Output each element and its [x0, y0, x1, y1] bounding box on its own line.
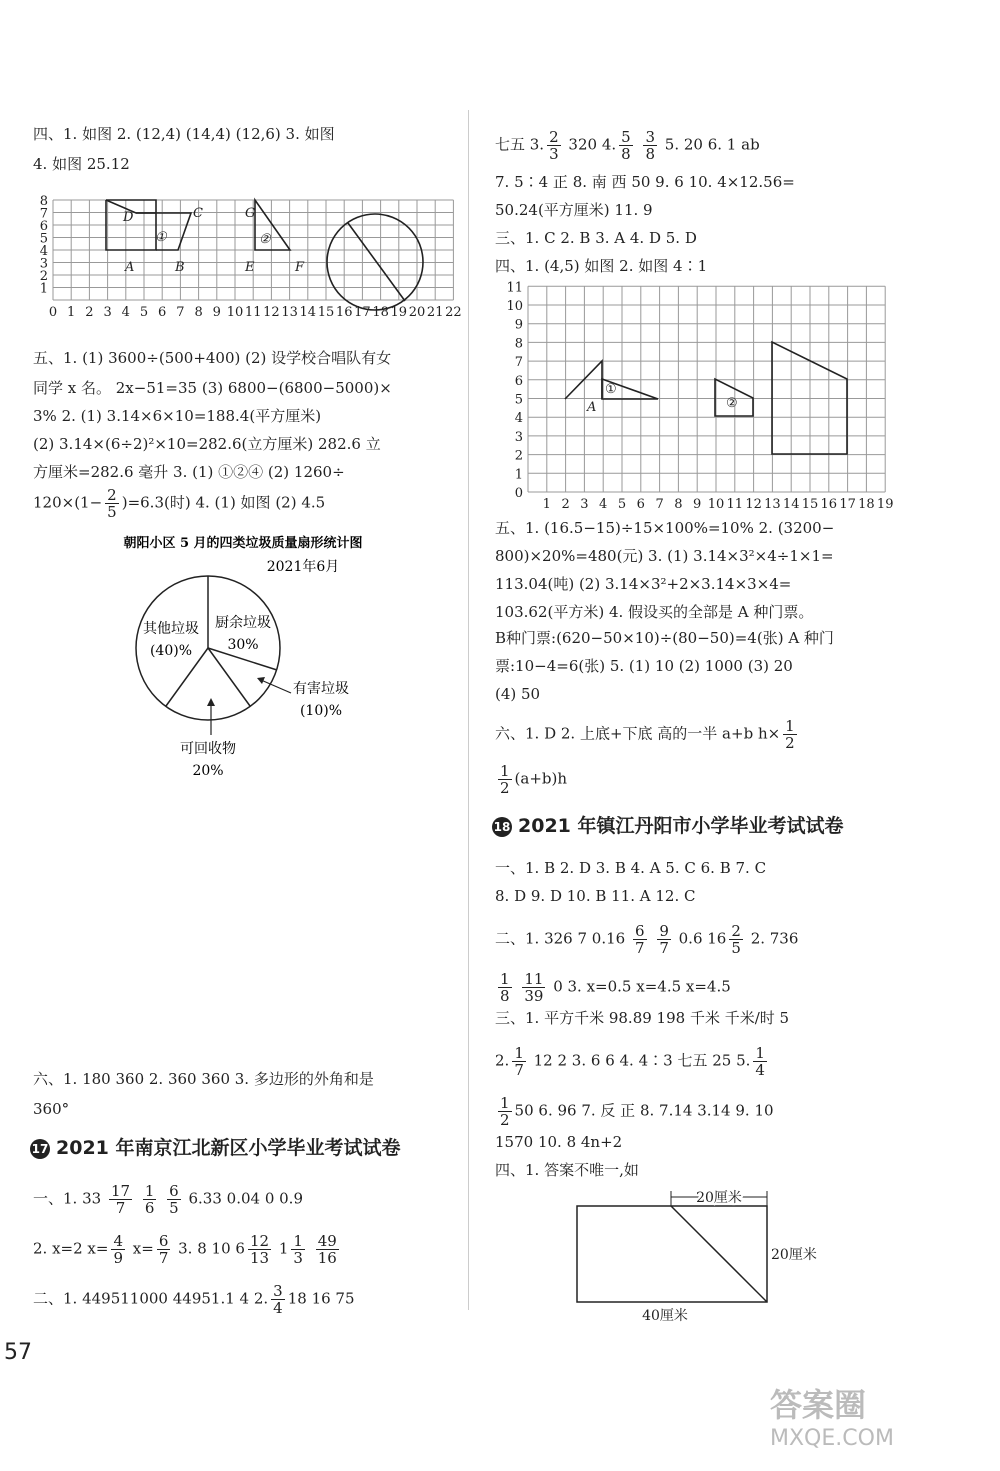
grid1-label: C	[193, 206, 203, 221]
grid2-x-tick: 10	[707, 497, 725, 512]
fraction: $\frac{4}{9}$	[113, 1232, 123, 1267]
grid2-x-tick: 2	[561, 497, 570, 512]
grid1-label: G	[245, 206, 256, 221]
grid2-x-tick: 14	[782, 497, 800, 512]
answer-line: 103.62(平方米) 4. 假设买的全部是 A 种门票。	[495, 603, 814, 621]
fraction: $\frac{2}{5}$	[731, 922, 741, 957]
pie-slice-label: 厨余垃圾	[215, 615, 271, 631]
pie-slice-label: 可回收物	[180, 741, 236, 757]
bar-chart	[33, 815, 453, 1070]
answer-line: 800)×20%=480(元) 3. (1) 3.14×3²×4÷1×1=	[495, 547, 834, 565]
answer-line: B种门票:(620−50×10)÷(80−50)=4(张) A 种门	[495, 629, 834, 647]
grid2-x-tick: 13	[764, 497, 781, 512]
answer-line: 50.24(平方厘米) 11. 9	[495, 201, 653, 219]
pie-chart	[33, 535, 453, 785]
fraction: $\frac{1}{2}$	[785, 717, 795, 752]
column-divider	[468, 110, 469, 1310]
grid1-x-tick: 5	[139, 305, 149, 320]
grid1-y-tick: 6	[39, 219, 48, 234]
answer-line: (2) 3.14×(6÷2)²×10=282.6(立方厘米) 282.6 立	[33, 435, 381, 453]
answer-line: 360°	[33, 1100, 70, 1118]
grid2-y-tick: 3	[514, 429, 523, 445]
answer-line: 四、1. (4,5) 如图 2. 如图 4∶1	[495, 257, 708, 275]
coordinate-grid-2	[495, 277, 915, 517]
fraction: $\frac{49}{16}$	[317, 1232, 337, 1267]
grid1-label: E	[245, 260, 255, 275]
pie-slice-label: 其他垃圾	[143, 621, 199, 637]
grid1-label: D	[123, 210, 134, 225]
section-number-badge: 18	[492, 817, 512, 837]
grid1-label: F	[295, 260, 305, 275]
grid1-x-tick: 15	[317, 305, 335, 320]
grid2-y-tick: 1	[514, 467, 523, 483]
fraction: $\frac{3}{4}$	[273, 1282, 283, 1317]
text: 120×(1−	[33, 493, 103, 512]
answer-line: 七五 3. $\frac{2}{3}$ 320 4. $\frac{5}{8}$ $\frac{3}{8}$ 5. 20 6. 1 ab	[495, 128, 760, 163]
fraction: $\frac{1}{6}$	[144, 1182, 155, 1217]
answer-line: 四、1. 答案不唯一,如	[495, 1161, 639, 1179]
grid1-label: ②	[259, 232, 271, 247]
grid2-label: ①	[605, 382, 617, 397]
fraction: $\frac{9}{7}$	[659, 922, 669, 957]
grid2-x-tick: 11	[726, 497, 744, 512]
grid1-x-tick: 19	[390, 305, 408, 320]
grid1-x-tick: 16	[335, 305, 353, 320]
answer-line: $\frac{1}{8}$ $\frac{11}{39}$ 0 3. x=0.5 x=4.5 x=4.5	[500, 970, 731, 1005]
grid2-x-tick: 4	[599, 497, 608, 512]
grid1-x-tick: 10	[226, 305, 244, 320]
grid1-x-tick: 6	[158, 305, 167, 320]
grid1-y-tick: 1	[39, 281, 48, 297]
answer-line: 二、1. 449511000 44951.1 4 2. $\frac{3}{4}$ 18 16 75	[33, 1282, 355, 1317]
grid2-x-tick: 7	[655, 497, 664, 512]
pie-slice-label: (40)%	[149, 643, 193, 659]
grid2-y-tick: 5	[514, 392, 523, 408]
answer-line: 六、1. 180 360 2. 360 360 3. 多边形的外角和是	[33, 1070, 374, 1088]
fraction: $\frac{3}{8}$	[645, 128, 656, 163]
fraction: $\frac{1}{8}$	[500, 970, 510, 1005]
grid1-x-tick: 21	[426, 305, 444, 320]
grid2-y-tick: 8	[514, 336, 523, 352]
fraction: $\frac{1}{4}$	[755, 1044, 765, 1079]
grid2-x-tick: 6	[636, 497, 645, 512]
answer-line: $\frac{1}{2}$ 50 6. 96 7. 反 正 8. 7.14 3.14 9. 10	[500, 1094, 774, 1129]
grid1-x-tick: 11	[244, 305, 262, 320]
section-title: 2021 年镇江丹阳市小学毕业考试试卷	[518, 815, 844, 837]
answer-line: 三、1. 平方千米 98.89 198 千米 千米/时 5	[495, 1009, 790, 1027]
grid1-x-tick: 3	[103, 305, 112, 320]
grid2-x-tick: 17	[839, 497, 856, 512]
grid2-x-tick: 3	[580, 497, 589, 512]
pie-title: 朝阳小区 5 月的四类垃圾质量扇形统计图	[123, 536, 363, 551]
answer-line: 四、1. 如图 2. (12,4) (14,4) (12,6) 3. 如图	[33, 125, 335, 143]
grid1-x-tick: 12	[263, 305, 280, 320]
grid2-y-tick: 4	[514, 411, 523, 427]
answer-line: 4. 如图 25.12	[33, 155, 130, 173]
grid1-y-tick: 5	[39, 231, 48, 247]
fraction: $\frac{11}{39}$	[524, 970, 544, 1005]
answer-line	[33, 487, 325, 520]
grid2-y-tick: 9	[514, 317, 523, 333]
answer-line: 票:10−4=6(张) 5. (1) 10 (2) 1000 (3) 20	[495, 657, 793, 675]
section-title: 2021 年南京江北新区小学毕业考试试卷	[56, 1137, 401, 1159]
fraction: $\frac{6}{7}$	[634, 922, 645, 957]
grid2-y-tick: 2	[514, 448, 523, 464]
grid1-x-tick: 4	[121, 305, 130, 320]
pie-slice-label: (10)%	[299, 703, 343, 719]
fraction: $\frac{6}{7}$	[158, 1232, 169, 1267]
answer-line: 一、1. 33 $\frac{17}{7}$ $\frac{1}{6}$ $\frac{6}{5}$ 6.33 0.04 0 0.9	[33, 1182, 303, 1217]
answer-line: 五、1. (16.5−15)÷15×100%=10% 2. (3200−	[495, 519, 835, 537]
rectangle-diagram	[555, 1183, 895, 1323]
grid1-x-tick: 13	[281, 305, 298, 320]
page-number: 57	[4, 1340, 32, 1365]
grid1-label: A	[125, 260, 135, 275]
grid2-x-tick: 8	[674, 497, 683, 512]
grid1-y-tick: 4	[39, 244, 48, 259]
grid2-x-tick: 1	[542, 497, 551, 512]
grid2-y-tick: 11	[506, 280, 523, 296]
fraction: $\frac{2}{5}$	[107, 486, 117, 521]
answer-line: 一、1. B 2. D 3. B 4. A 5. C 6. B 7. C	[495, 859, 767, 877]
grid1-x-tick: 7	[176, 305, 185, 320]
pie-slice-label: 30%	[227, 637, 259, 653]
grid1-label: ①	[155, 230, 167, 245]
pie-slice-label: 有害垃圾	[293, 681, 349, 697]
pie-date: 2021年6月	[266, 559, 340, 575]
grid2-x-tick: 9	[693, 497, 702, 512]
grid1-x-tick: 20	[408, 305, 426, 320]
text: )=6.3(时) 4. (1) 如图 (2) 4.5	[121, 493, 326, 512]
grid2-y-tick: 7	[514, 355, 523, 371]
rect-bottom-label: 40厘米	[642, 1308, 688, 1324]
fraction: $\frac{1}{2}$	[500, 1094, 510, 1129]
grid2-x-tick: 16	[820, 497, 838, 512]
answer-line: 8. D 9. D 10. B 11. A 12. C	[495, 887, 696, 905]
answer-line: 方厘米=282.6 毫升 3. (1) ①②④ (2) 1260÷	[33, 463, 345, 481]
section-17-heading	[30, 1137, 401, 1159]
fraction: $\frac{1}{2}$	[500, 762, 510, 797]
section-18-heading	[492, 815, 844, 837]
grid1-label: B	[175, 260, 185, 275]
answer-line: 二、1. 326 7 0.16 $\frac{6}{7}$ $\frac{9}{7}$ 0.6 16 $\frac{2}{5}$ 2. 736	[495, 922, 799, 957]
grid1-x-tick: 2	[85, 305, 94, 320]
answer-line: 三、1. C 2. B 3. A 4. D 5. D	[495, 229, 697, 247]
grid2-label: ②	[726, 396, 738, 411]
grid2-y-tick: 0	[514, 486, 523, 501]
rect-right-label: 20厘米	[771, 1247, 817, 1263]
pie-slice-label: 20%	[192, 763, 224, 779]
grid1-x-tick: 0	[48, 305, 58, 320]
answer-line: 7. 5∶4 正 8. 南 西 50 9. 6 10. 4×12.56=	[495, 173, 795, 191]
answer-line: $\frac{1}{2}$ (a+b)h	[500, 762, 568, 797]
answer-line: 六、1. D 2. 上底+下底 高的一半 a+b h× $\frac{1}{2}$	[495, 717, 795, 752]
grid1-x-tick: 22	[445, 305, 462, 320]
grid1-x-tick: 14	[299, 305, 317, 320]
answer-line: 五、1. (1) 3600÷(500+400) (2) 设学校合唱队有女	[33, 349, 392, 367]
watermark: 答案圈 MXQE.COM	[770, 1386, 894, 1451]
section-number-badge: 17	[30, 1139, 50, 1159]
grid1-y-tick: 2	[39, 269, 48, 284]
grid2-x-tick: 18	[858, 497, 875, 512]
fraction: $\frac{17}{7}$	[110, 1182, 131, 1217]
fraction: $\frac{1}{3}$	[293, 1232, 303, 1267]
grid1-x-tick: 17	[354, 305, 371, 320]
coordinate-grid-1	[33, 177, 462, 347]
answer-line: 2. $\frac{1}{7}$ 12 2 3. 6 6 4. 4∶3 七五 25 5. $\frac{1}{4}$	[495, 1044, 765, 1079]
grid2-x-tick: 5	[617, 497, 627, 512]
grid1-x-tick: 8	[194, 305, 203, 320]
grid2-x-tick: 19	[876, 497, 894, 512]
answer-line: 同学 x 名。 2x−51=35 (3) 6800−(6800−5000)×	[33, 379, 392, 397]
fraction: $\frac{1}{7}$	[514, 1044, 524, 1079]
fraction: $\frac{2}{3}$	[549, 128, 559, 163]
fraction: $\frac{6}{5}$	[169, 1182, 179, 1217]
grid2-label: A	[587, 400, 597, 415]
grid1-y-tick: 7	[39, 206, 48, 222]
grid2-x-tick: 12	[745, 497, 762, 512]
grid2-x-tick: 15	[801, 497, 819, 512]
grid1-y-tick: 3	[39, 256, 48, 272]
grid1-x-tick: 1	[67, 305, 76, 320]
fraction: $\frac{5}{8}$	[621, 128, 631, 163]
grid1-x-tick: 18	[372, 305, 389, 320]
answer-line: (4) 50	[495, 685, 541, 703]
grid1-x-tick: 9	[212, 305, 221, 320]
grid2-y-tick: 6	[514, 373, 523, 389]
grid2-y-tick: 10	[506, 299, 523, 314]
answer-line: 3% 2. (1) 3.14×6×10=188.4(平方厘米)	[33, 407, 322, 425]
rect-top-label: 20厘米	[696, 1190, 742, 1206]
answer-line: 2. x=2 x= $\frac{4}{9}$ x= $\frac{6}{7}$ 3. 8 10 6 $\frac{12}{13}$ 1 $\frac{1}{3}$ $\frac{49}{16}$	[33, 1232, 337, 1267]
answer-line: 1570 10. 8 4n+2	[495, 1133, 623, 1151]
grid1-y-tick: 8	[39, 194, 48, 209]
answer-line: 113.04(吨) (2) 3.14×3²+2×3.14×3×4=	[495, 575, 792, 593]
fraction: $\frac{12}{13}$	[249, 1232, 270, 1267]
